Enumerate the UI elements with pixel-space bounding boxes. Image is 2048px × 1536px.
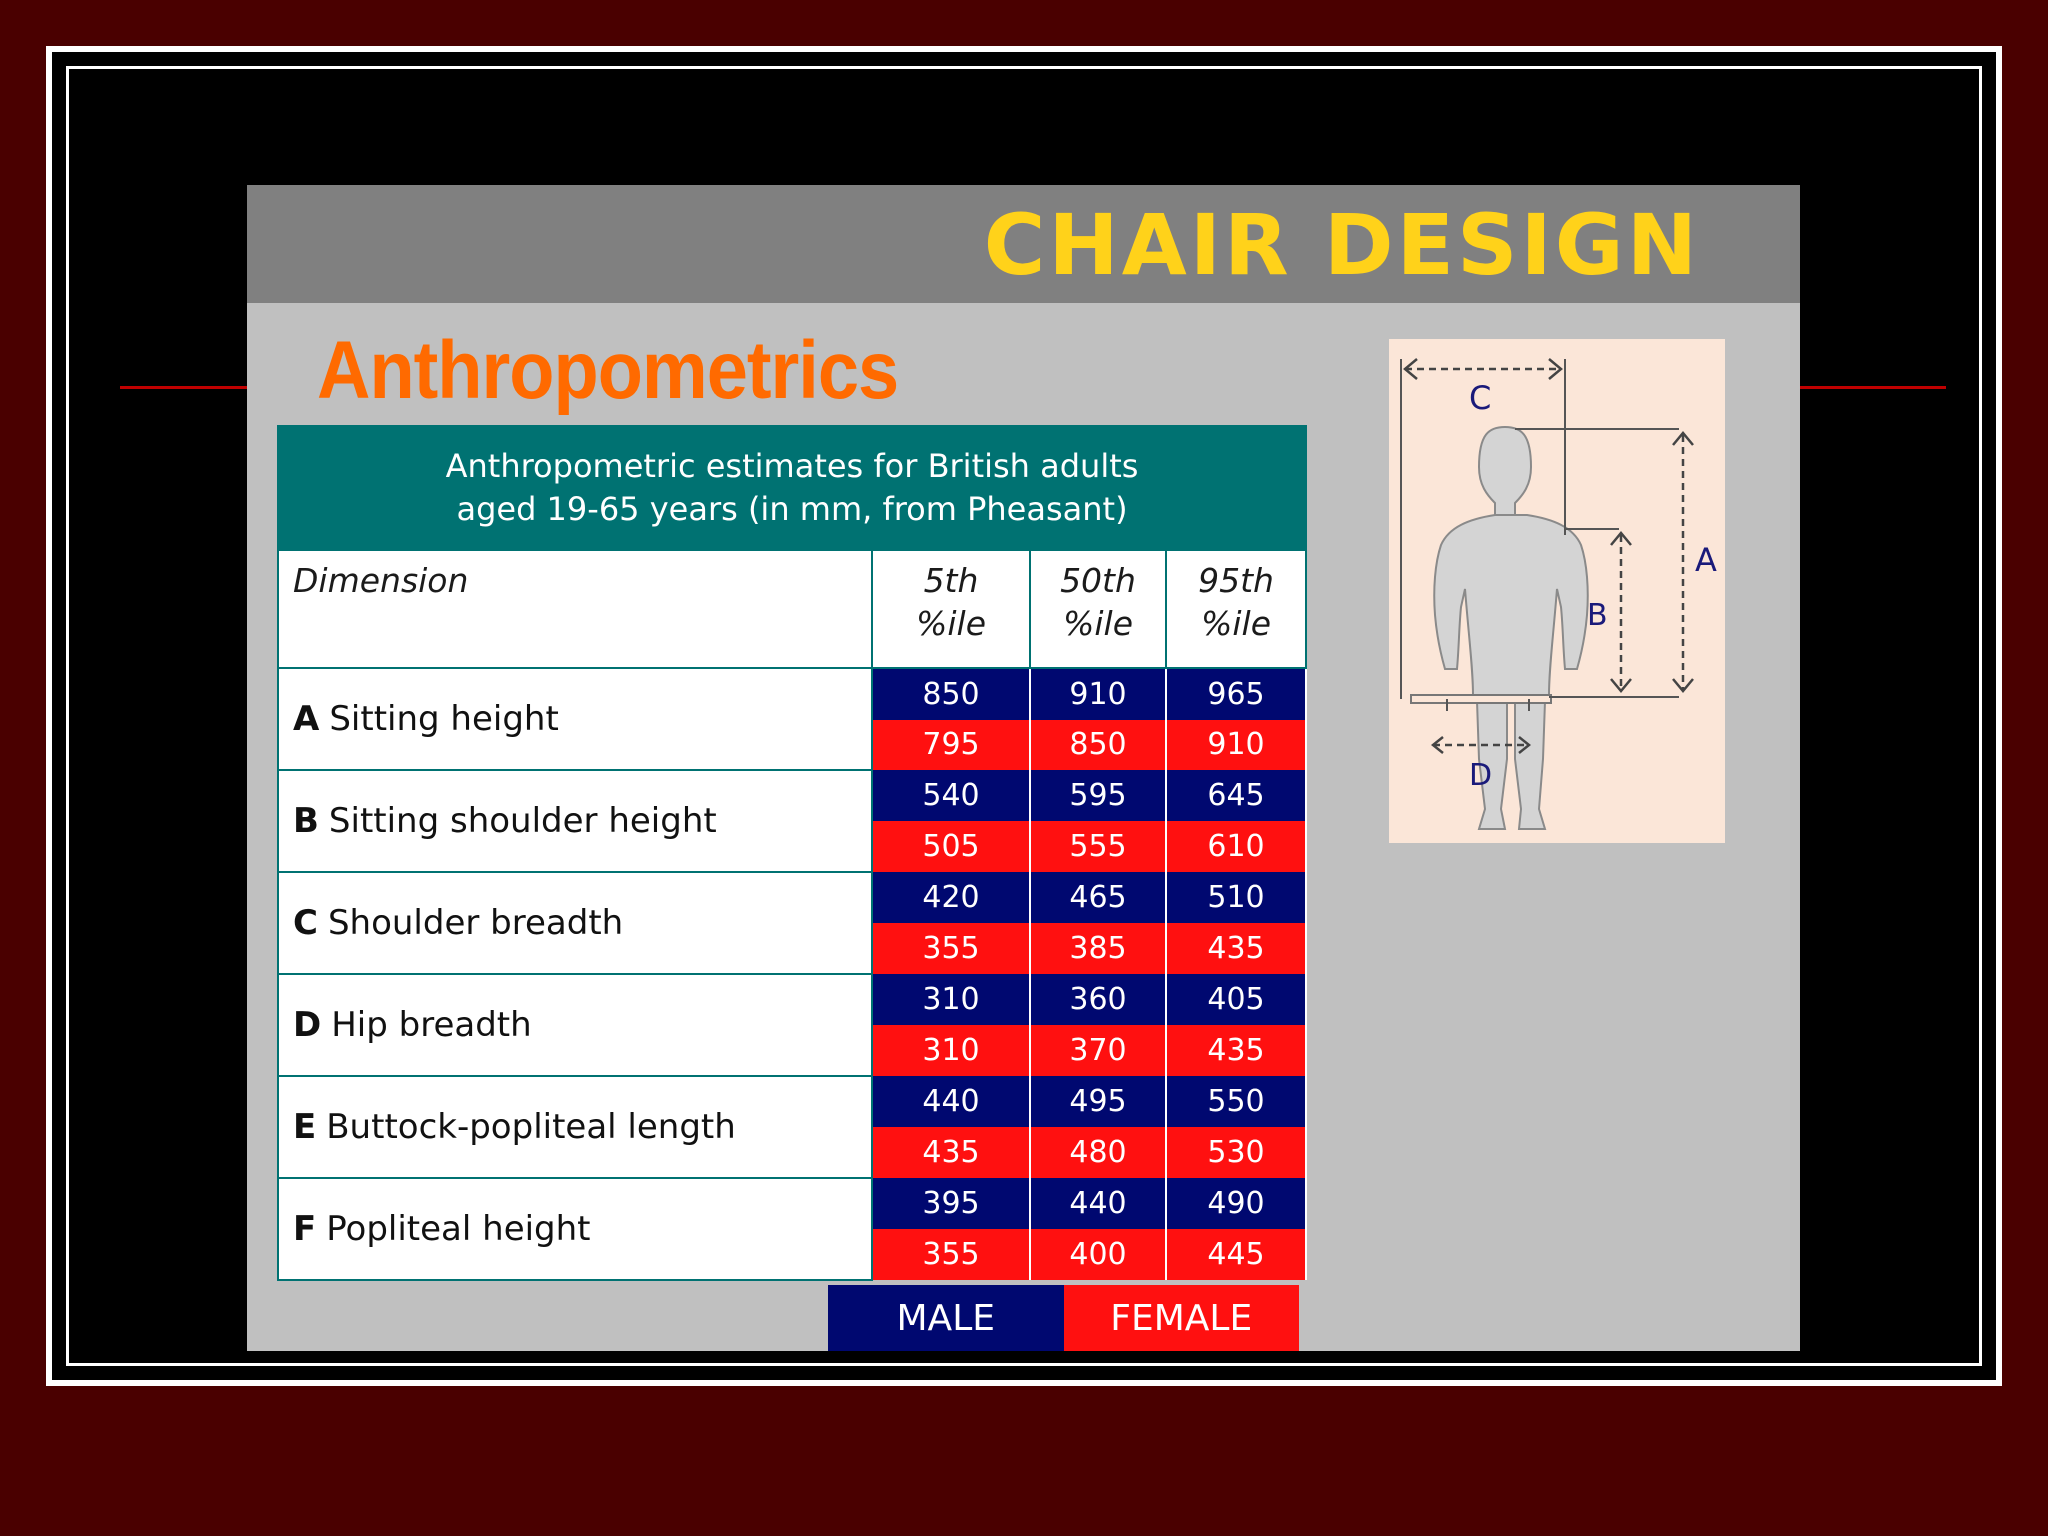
dimension-cell [278,668,872,770]
right-red-rule [1800,386,1946,389]
dimension-name: Sitting shoulder height [328,801,717,841]
male-value-cell: 420 [872,872,1030,923]
dimension-cell [278,1178,872,1280]
header-line: 95th [1198,561,1274,600]
male-value-cell: 850 [872,668,1030,720]
dimension-letter: A [293,699,320,739]
caption-line-2: aged 19-65 years (in mm, from Pheasant) [456,490,1128,528]
male-value-cell: 405 [1166,974,1306,1025]
table-caption [278,426,1306,550]
male-value-cell: 360 [1030,974,1166,1025]
female-value-cell: 400 [1030,1229,1166,1280]
female-value-cell: 530 [1166,1127,1306,1178]
header-line: %ile [916,604,986,643]
header-line: 5th [923,561,979,600]
header-line: %ile [1063,604,1133,643]
female-value-cell: 795 [872,720,1030,770]
table-row [278,974,1306,1025]
female-value-cell: 435 [1166,923,1306,974]
header-95th-percentile [1166,550,1306,668]
dimension-letter: D [293,1005,322,1045]
legend-male: MALE [828,1285,1064,1351]
dimension-letter: E [293,1107,317,1147]
slide-title: CHAIR DESIGN [983,196,1700,294]
table-row [278,1178,1306,1229]
female-value-cell: 445 [1166,1229,1306,1280]
dimension-name: Popliteal height [326,1209,591,1249]
table-row [278,1076,1306,1127]
table-row [278,872,1306,923]
dimension-letter: B [293,801,319,841]
table-body [278,668,1306,1280]
legend-female: FEMALE [1064,1285,1300,1351]
male-value-cell: 645 [1166,770,1306,821]
header-5th-percentile [872,550,1030,668]
dimension-cell [278,1076,872,1178]
dimension-cell [278,872,872,974]
table-row [278,770,1306,821]
female-value-cell: 435 [872,1127,1030,1178]
female-value-cell: 480 [1030,1127,1166,1178]
dimension-name: Buttock-popliteal length [326,1107,736,1147]
header-line: 50th [1060,561,1136,600]
male-value-cell: 965 [1166,668,1306,720]
male-value-cell: 490 [1166,1178,1306,1229]
dimension-letter: C [293,903,318,943]
title-bar [247,185,1800,303]
male-value-cell: 465 [1030,872,1166,923]
table-caption-row [278,426,1306,550]
female-value-cell: 555 [1030,821,1166,872]
header-dimension: Dimension [278,550,872,668]
male-value-cell: 395 [872,1178,1030,1229]
dimension-name: Sitting height [329,699,559,739]
label-c: C [1469,379,1492,417]
caption-line-1: Anthropometric estimates for British adults [445,447,1139,485]
slide-subtitle: Anthropometrics [317,324,899,416]
slide-content [247,185,1800,1351]
left-red-rule [120,386,250,389]
female-value-cell: 355 [872,923,1030,974]
female-value-cell: 850 [1030,720,1166,770]
label-b: B [1587,598,1608,633]
female-value-cell: 610 [1166,821,1306,872]
male-value-cell: 910 [1030,668,1166,720]
male-value-cell: 440 [872,1076,1030,1127]
dimension-name: Hip breadth [331,1005,532,1045]
seated-figure-illustration [1389,339,1725,843]
table-header-row [278,550,1306,668]
female-value-cell: 385 [1030,923,1166,974]
label-d: D [1469,758,1493,793]
male-value-cell: 510 [1166,872,1306,923]
dimension-name: Shoulder breadth [327,903,624,943]
female-value-cell: 310 [872,1025,1030,1076]
female-value-cell: 435 [1166,1025,1306,1076]
table-row [278,668,1306,720]
female-value-cell: 370 [1030,1025,1166,1076]
dimension-cell [278,770,872,872]
female-value-cell: 355 [872,1229,1030,1280]
female-value-cell: 910 [1166,720,1306,770]
male-value-cell: 310 [872,974,1030,1025]
label-a: A [1695,541,1717,579]
male-value-cell: 495 [1030,1076,1166,1127]
dimension-cell [278,974,872,1076]
seated-figure-diagram [1389,339,1725,843]
anthropometric-table [277,425,1307,1281]
header-50th-percentile [1030,550,1166,668]
male-value-cell: 550 [1166,1076,1306,1127]
female-value-cell: 505 [872,821,1030,872]
male-value-cell: 595 [1030,770,1166,821]
header-line: %ile [1201,604,1272,643]
male-value-cell: 540 [872,770,1030,821]
dimension-letter: F [293,1209,317,1249]
gender-legend [828,1285,1299,1351]
male-value-cell: 440 [1030,1178,1166,1229]
